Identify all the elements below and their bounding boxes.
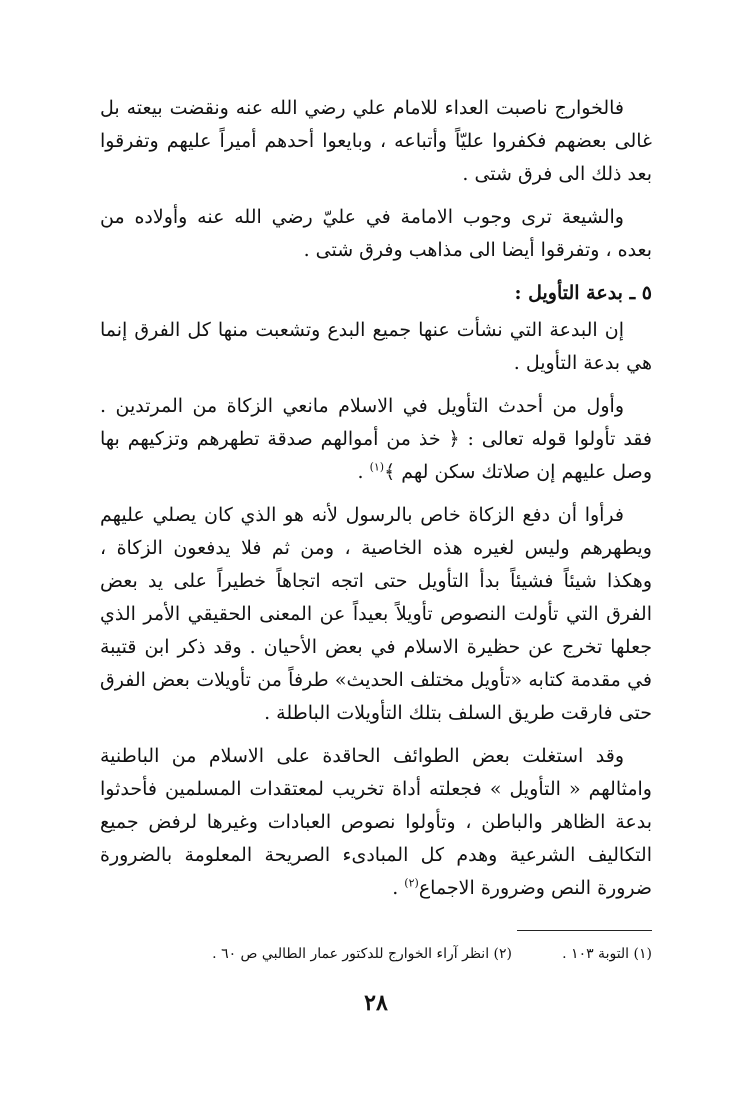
- paragraph-bida-tawil: إن البدعة التي نشأت عنها جميع البدع وتشعبت منها كل الفرق إنما هي بدعة التأويل .: [100, 319, 652, 374]
- footnote-divider: [517, 930, 652, 931]
- footnote-ref-2: (٢): [404, 876, 419, 890]
- paragraph-khawarij: فالخوارج ناصبت العداء للامام علي رضي الله عنه ونقضت بيعته بل غالى بعضهم فكفروا عليّاً وأتباعه ، وبايعوا أحدهم أميراً عليهم وتفرقوا بعد ذلك الى فرق شتى .: [100, 97, 652, 185]
- paragraph-first-tawil: [100, 390, 652, 489]
- paragraph-zakat: فرأوا أن دفع الزكاة خاص بالرسول لأنه هو الذي كان يصلي عليهم ويطهرهم وليس لغيره هذه الخاصية ، ومن ثم فلا يدفعون الزكاة ، وهكذا شيئاً فشيئاً بدأ التأويل حتى اتجه اتجاهاً خطيراً على يد بعض الفرق التي تأولت النصوص تأويلاً بعيداً عن المعنى الحقيقي الأمر الذي جعلها تخرج عن حظيرة الاسلام في بعض الأحيان . وقد ذكر ابن قتيبة في مقدمة كتابه «تأويل مختلف الحديث» طرفاً من تأويلات بعض الفرق حتى فارقت طريق السلف بتلك التأويلات الباطلة .: [100, 504, 652, 724]
- footnote-1: (١) التوبة ١٠٣ .: [562, 946, 652, 962]
- paragraph-batiniyya-text: وقد استغلت بعض الطوائف الحاقدة على الاسلام من الباطنية وامثالهم « التأويل » فجعلته أداة تخريب لمعتقدات المسلمين فأحدثوا بدعة الظاهر والباطن ، وتأولوا نصوص العبادات وغيرها لرفض جميع التكاليف الشرعية وهدم كل المبادىء الصريحة المعلومة بالضرورة ضرورة النص وضرورة الاجماع: [100, 745, 652, 899]
- footnote-2: (٢) انظر آراء الخوارج للدكتور عمار الطالبي ص ٦٠ .: [212, 946, 512, 962]
- footnotes: [100, 944, 652, 964]
- paragraph-batiniyya: [100, 740, 652, 905]
- section-heading: ٥ ـ بدعة التأويل :: [514, 282, 652, 304]
- paragraph-shia: والشيعة ترى وجوب الامامة في عليّ رضي الله عنه وأولاده من بعده ، وتفرقوا أيضا الى مذاهب وفرق شتى .: [100, 206, 652, 261]
- footnote-ref-1: (١): [369, 460, 385, 474]
- page-body: [100, 92, 652, 915]
- page-number: ٢٨: [364, 990, 388, 1016]
- paragraph-first-tawil-end: .: [357, 461, 370, 483]
- paragraph-first-tawil-text: وأول من أحدث التأويل في الاسلام مانعي الزكاة من المرتدين . فقد تأولوا قوله تعالى : ﴿ خذ من أموالهم صدقة تطهرهم وتزكيهم بها وصل عليهم إن صلاتك سكن لهم ﴾: [100, 395, 652, 483]
- paragraph-batiniyya-end: .: [392, 877, 405, 899]
